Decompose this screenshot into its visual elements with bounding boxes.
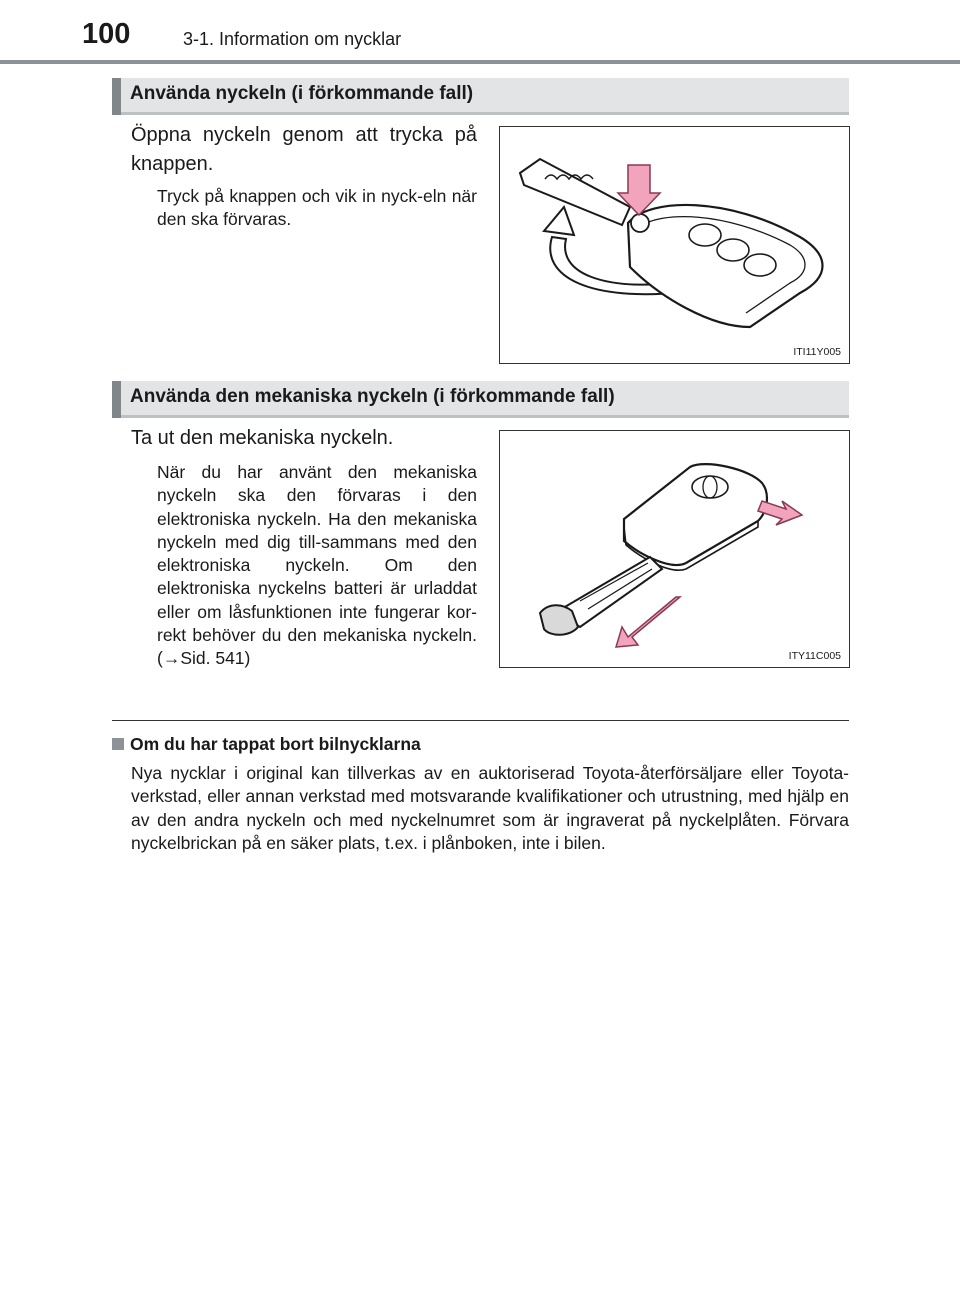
divider: [112, 720, 849, 721]
step-text-1: Öppna nyckeln genom att trycka på knappen.: [131, 124, 477, 175]
figure-smart-key: [499, 430, 850, 668]
section-accent: [112, 78, 121, 115]
note-text-1: Tryck på knappen och vik in nyck-eln när den ska förvaras.: [157, 186, 477, 230]
figure-folding-key: [499, 126, 850, 364]
header-rule: [0, 60, 960, 64]
figure-code-2: ITY11C005: [788, 650, 841, 662]
note-text-2: När du har använt den mekaniska nyckeln ska den förvaras i den elektroniska nyckeln. Ha den mekaniska nyckeln med dig till-sammans med den elektroniska nyckeln. Om den elektroniska nyckelns batteri är urladdat eller om låsfunktionen inte fungerar kor-rekt behöver du den mekaniska nyckeln. (→Sid. 541): [157, 462, 477, 669]
section-heading-2: [112, 381, 849, 418]
subsection-body: Nya nycklar i original kan tillverkas av en auktoriserad Toyota-återförsäljare eller Toyota-verkstad, eller annan verkstad med motsvarande kvalifikationer och utrustning, med hjälp en av den andra nyckeln och med nyckelnumret som är ingraverat på nyckelplåten. Förvara nyckelbrickan på en säker plats, t.ex. i plånboken, inte i bilen.: [131, 763, 849, 854]
subsection-heading: [112, 734, 421, 755]
section-title-2: Använda den mekaniska nyckeln (i förkommande fall): [130, 386, 615, 407]
page-number: 100: [82, 18, 131, 50]
section-title-1: Använda nyckeln (i förkommande fall): [130, 83, 474, 104]
folding-key-icon: [500, 127, 849, 363]
figure-code-1: ITI11Y005: [793, 346, 841, 358]
running-head: 3-1. Information om nycklar: [183, 29, 402, 49]
section-heading-1: [112, 78, 849, 115]
subsection-title: Om du har tappat bort bilnycklarna: [130, 734, 421, 754]
smart-key-icon: [500, 431, 849, 667]
step-text-2: Ta ut den mekaniska nyckeln.: [131, 427, 394, 449]
square-bullet-icon: [112, 738, 124, 750]
section-accent: [112, 381, 121, 418]
